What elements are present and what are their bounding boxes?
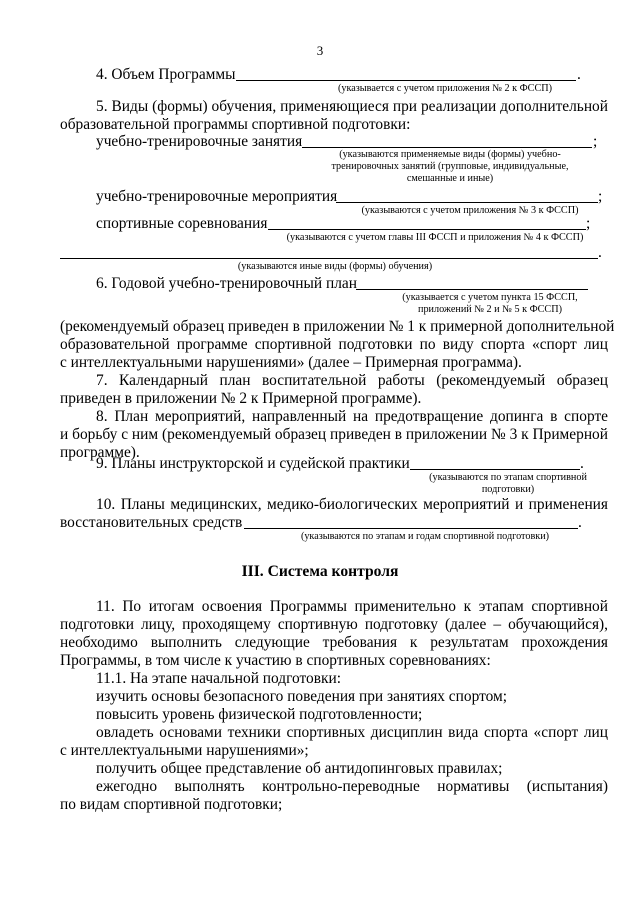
section-6-label: 6. Годовой учебно-тренировочный план bbox=[96, 275, 357, 292]
section-5-events-label: учебно-тренировочные мероприятия bbox=[96, 188, 338, 205]
section-9-fill-line bbox=[410, 469, 580, 470]
section-5-classes-label: учебно-тренировочные занятия bbox=[96, 133, 303, 150]
section-9-note-2: подготовки) bbox=[481, 484, 535, 495]
section-5-events-fill-line bbox=[336, 202, 598, 203]
requirement-item-3-line-1: овладеть основами техники спортивных дисциплин вида спорта «спорт лиц bbox=[96, 724, 608, 741]
page-number: 3 bbox=[316, 43, 324, 58]
section-5-other-note: (указываются иные виды (формы) обучения) bbox=[237, 261, 433, 272]
section-10-end: . bbox=[578, 514, 582, 531]
section-11-line-3: необходимо выполнить следующие требования к результатам прохождения bbox=[60, 634, 608, 651]
section-8-line-2: и борьбу с ним (рекомендуемый образец приведен в приложении № 3 к Примерной bbox=[60, 426, 608, 443]
section-5-classes-note-2: тренировочных занятий (групповые, индивидуальные, bbox=[331, 161, 569, 172]
section-9-note-1: (указываются по этапам спортивной bbox=[429, 472, 587, 483]
section-10-line-1: 10. Планы медицинских, медико-биологических мероприятий и применения bbox=[96, 496, 608, 513]
section-7-line-2: приведен в приложении № 2 к Примерной программе). bbox=[60, 390, 422, 407]
section-5-line-1: 5. Виды (формы) обучения, применяющиеся при реализации дополнительной bbox=[96, 98, 608, 115]
requirement-item-1: изучить основы безопасного поведения при занятиях спортом; bbox=[96, 688, 508, 705]
section-11-1-heading: 11.1. На этапе начальной подготовки: bbox=[96, 670, 342, 687]
section-4-label: 4. Объем Программы bbox=[96, 66, 236, 83]
section-3-title: III. Система контроля bbox=[241, 563, 399, 580]
requirement-item-5-line-2: по видам спортивной подготовки; bbox=[60, 796, 283, 813]
section-5-events-end: ; bbox=[598, 188, 603, 205]
section-5-competitions-end: ; bbox=[586, 215, 591, 232]
section-6-note-1: (указывается с учетом пункта 15 ФССП, bbox=[402, 292, 578, 303]
section-5-classes-end: ; bbox=[593, 133, 598, 150]
section-4-fill-line bbox=[236, 80, 576, 81]
requirement-item-5-line-1: ежегодно выполнять контрольно-переводные нормативы (испытания) bbox=[96, 778, 608, 795]
section-10-fill-line bbox=[244, 528, 578, 529]
section-6-line-1: (рекомендуемый образец приведен в приложении № 1 к примерной дополнительной bbox=[60, 318, 615, 335]
section-6-line-2: образовательной программе спортивной подготовки по виду спорта «спорт лиц bbox=[60, 336, 608, 353]
section-11-line-2: подготовки лицу, проходящему спортивную подготовку (далее – обучающийся), bbox=[60, 616, 608, 633]
requirement-item-3-line-2: с интеллектуальными нарушениями»; bbox=[60, 742, 309, 759]
section-5-classes-note-3: смешанные и иные) bbox=[406, 173, 494, 184]
requirement-item-2: повысить уровень физической подготовленности; bbox=[96, 706, 423, 723]
section-9-label: 9. Планы инструкторской и судейской практики bbox=[96, 455, 410, 472]
section-11-line-4: Программы, в том числе к участию в спортивных соревнованиях: bbox=[60, 652, 491, 669]
section-8-line-1: 8. План мероприятий, направленный на предотвращение допинга в спорте bbox=[96, 408, 608, 425]
section-5-competitions-label: спортивные соревнования bbox=[96, 215, 268, 232]
section-4-end: . bbox=[577, 66, 581, 83]
section-9-end: . bbox=[580, 455, 584, 472]
section-11-line-1: 11. По итогам освоения Программы применительно к этапам спортивной bbox=[96, 598, 608, 615]
section-5-line-2: образовательной программы спортивной подготовки: bbox=[60, 116, 411, 133]
section-8-line-3: программе). bbox=[60, 444, 140, 461]
section-10-note: (указываются по этапам и годам спортивной подготовки) bbox=[300, 531, 550, 542]
section-6-line-3: с интеллектуальными нарушениями» (далее – Примерная программа). bbox=[60, 354, 522, 371]
requirement-item-4: получить общее представление об антидопинговых правилах; bbox=[96, 760, 503, 777]
section-5-competitions-note: (указываются с учетом главы III ФССП и приложения № 4 к ФССП) bbox=[286, 232, 584, 243]
section-6-note-2: приложений № 2 и № 5 к ФССП) bbox=[418, 304, 562, 315]
section-4-note: (указывается с учетом приложения № 2 к ФССП) bbox=[337, 83, 553, 94]
section-5-classes-fill-line bbox=[302, 147, 592, 148]
section-7-line-1: 7. Календарный план воспитательной работы (рекомендуемый образец bbox=[96, 372, 608, 389]
section-5-other-fill-line bbox=[60, 258, 598, 259]
section-5-competitions-fill-line bbox=[268, 229, 586, 230]
section-5-other-end: . bbox=[598, 244, 602, 261]
section-5-classes-note-1: (указываются применяемые виды (формы) учебно- bbox=[339, 149, 561, 160]
section-6-fill-line bbox=[356, 289, 588, 290]
section-5-events-note: (указываются с учетом приложения № 3 к ФССП) bbox=[361, 205, 579, 216]
section-10-label: восстановительных средств bbox=[60, 514, 243, 531]
